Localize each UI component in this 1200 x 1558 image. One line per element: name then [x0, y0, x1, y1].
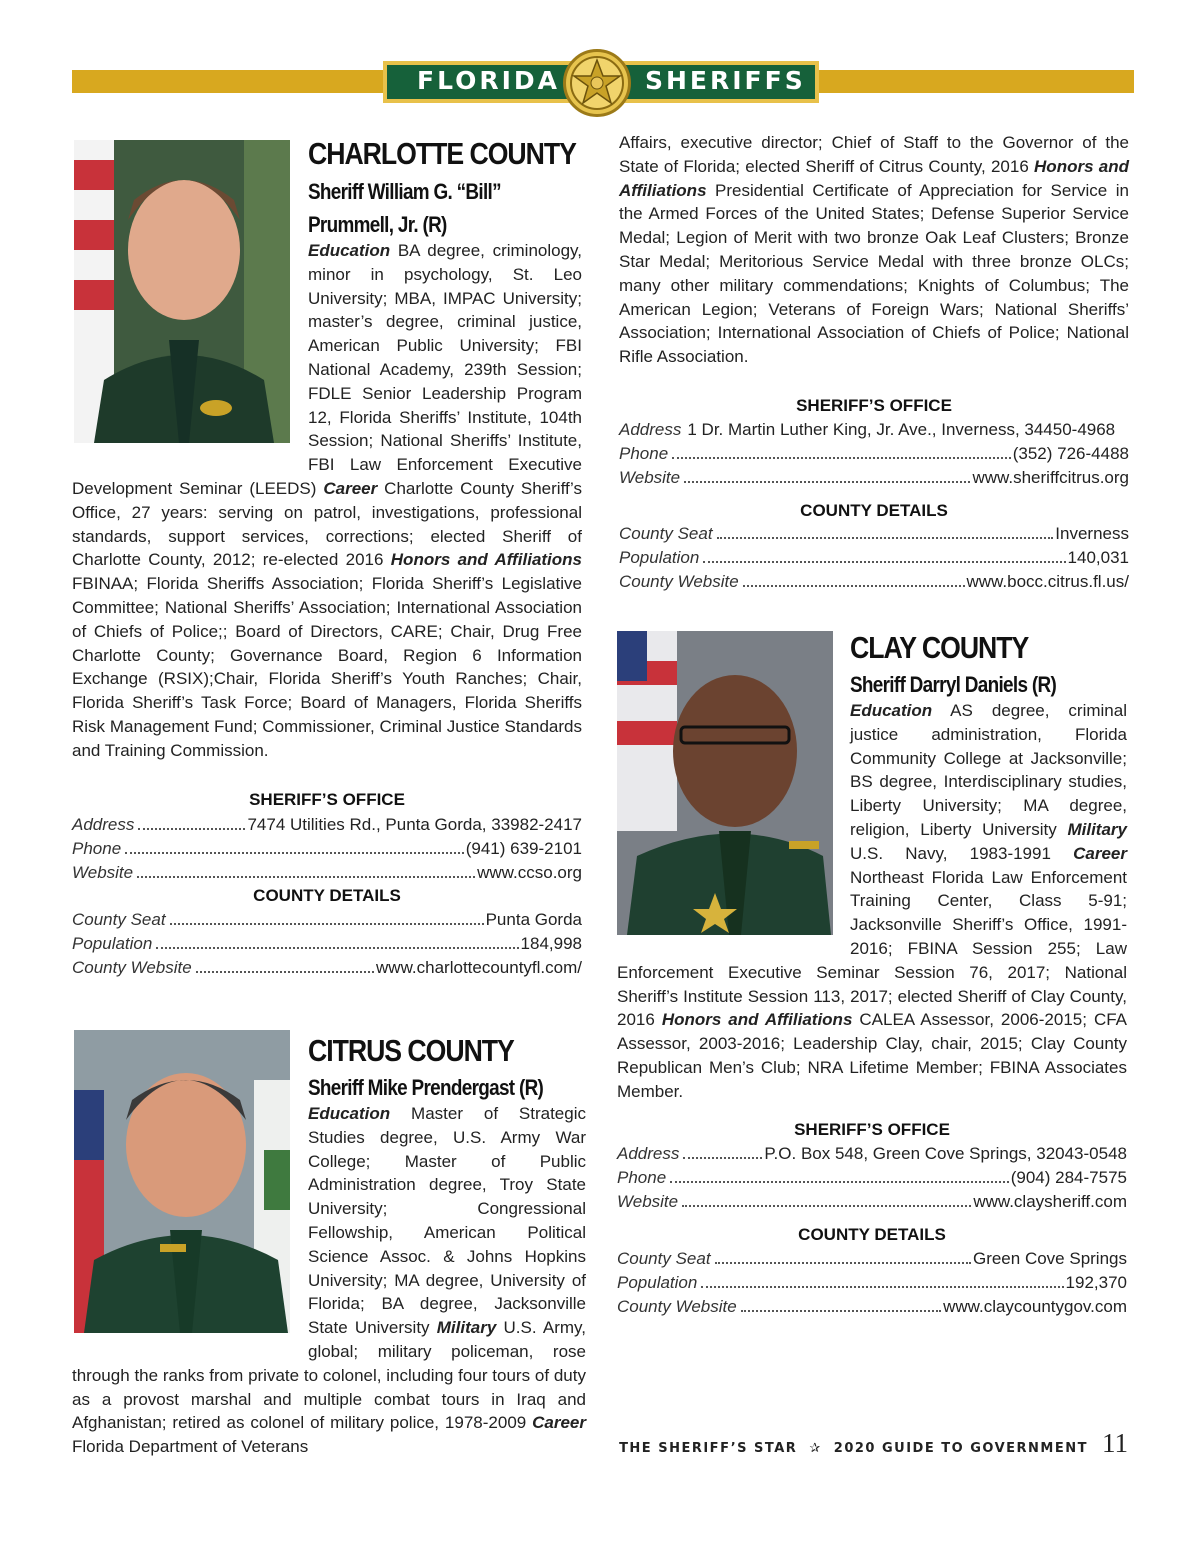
clay-phone-row: Phone (904) 284-7575	[617, 1168, 1127, 1187]
footer-guide: 2020 GUIDE TO GOVERNMENT	[833, 1441, 1088, 1456]
citrus-county-website-row: County Website www.bocc.citrus.fl.us/	[619, 572, 1129, 591]
header-title-right: SHERIFFS	[645, 66, 806, 95]
clay-details-title: COUNTY DETAILS	[798, 1225, 946, 1244]
citrus-office-title: SHERIFF’S OFFICE	[796, 396, 952, 415]
charlotte-phone-row: Phone (941) 639-2101	[72, 839, 582, 858]
clay-county-website-row: County Website www.claycountygov.com	[617, 1297, 1127, 1316]
clay-office-title: SHERIFF’S OFFICE	[794, 1120, 950, 1139]
clay-sheriff-name: Sheriff Darryl Daniels (R)	[850, 672, 1057, 697]
citrus-bio: Education Master of Strategic Studies degree, U.S. Army War College; Master of Public Administration degree, Troy State University; Congressional Fellowship, American Political Science Assoc. & Johns Hopkins University; MA degree, University of Florida; BA degree, Jacksonville State University Military U.S. Army, global; military policeman, rose through the ranks from private to colonel, including four tours of duty as a provost marshal and multiple combat tours in Iraq and Afghanistan; retired as colonel of military police, 1978-2009 Career Florida Department of Veterans	[72, 1104, 586, 1457]
citrus-bio-continued: Affairs, executive director; Chief of Staff to the Governor of the State of Florida; elected Sheriff of Citrus County, 2016 Honors and Affiliations Presidential Certificate of Appreciation for Service in the Armed Forces of the United States; Defense Superior Service Medal; Legion of Merit with two bronze Oak Leaf Clusters; Bronze Star Medal; Meritorious Service Medal with three bronze OLCs; many other military commendations; Knights of Columbus; The American Legion; Veterans of Foreign Wars; National Sheriffs’ Association; International Association of Chiefs of Police; National Rifle Association.	[619, 133, 1129, 367]
citrus-website-row: Website www.sheriffcitrus.org	[619, 468, 1129, 487]
clay-address-row: Address P.O. Box 548, Green Cove Springs, 32043-0548	[617, 1144, 1127, 1163]
charlotte-address-row: Address 7474 Utilities Rd., Punta Gorda, 33982-2417	[72, 815, 582, 834]
charlotte-office-title: SHERIFF’S OFFICE	[249, 790, 405, 809]
charlotte-county-heading: CHARLOTTE COUNTY	[308, 136, 576, 171]
charlotte-county-website-row: County Website www.charlottecountyfl.com/	[72, 958, 582, 977]
citrus-phone-row: Phone (352) 726-4488	[619, 444, 1129, 463]
citrus-county-heading: CITRUS COUNTY	[308, 1033, 514, 1068]
footer-star-icon: ✰	[809, 1441, 822, 1456]
clay-website-row: Website www.claysheriff.com	[617, 1192, 1127, 1211]
sheriff-star-icon	[563, 49, 631, 117]
citrus-details-title: COUNTY DETAILS	[800, 501, 948, 520]
citrus-seat-row: County Seat Inverness	[619, 524, 1129, 543]
clay-seat-row: County Seat Green Cove Springs	[617, 1249, 1127, 1268]
header-title-left: FLORIDA	[417, 66, 561, 95]
page-number: 11	[1102, 1428, 1128, 1458]
charlotte-sheriff-name-line1: Sheriff William G. “Bill”	[308, 179, 501, 204]
citrus-address-row: Address 1 Dr. Martin Luther King, Jr. Ave., Inverness, 34450-4968	[619, 420, 1116, 439]
citrus-population-row: Population 140,031	[619, 548, 1129, 567]
charlotte-population-row: Population 184,998	[72, 934, 582, 953]
clay-population-row: Population 192,370	[617, 1273, 1127, 1292]
charlotte-details-title: COUNTY DETAILS	[253, 886, 401, 905]
charlotte-seat-row: County Seat Punta Gorda	[72, 910, 582, 929]
clay-bio: Education AS degree, criminal justice administration, Florida Community College at Jacksonville; BS degree, Interdisciplinary studies, Liberty University; MA degree, religion, Liberty University Military U.S. Navy, 1983-1991 Career Northeast Florida Law Enforcement Training Center, Class 5-91; Jacksonville Sheriff’s Office, 1991-2016; FBINA Session 255; Law Enforcement Executive Seminar Session 76, 2017; National Sheriff’s Institute Session 113, 2017; elected Sheriff of Clay County, 2016 Honors and Affiliations CALEA Assessor, 2006-2015; CFA Assessor, 2003-2016; Leadership Clay, chair, 2015; Clay County Republican Men’s Club; NRA Lifetime Member; FBINA Associates Member.	[617, 701, 1128, 1101]
charlotte-sheriff-name-line2: Prummell, Jr. (R)	[308, 212, 447, 237]
page-footer	[619, 1428, 1128, 1459]
clay-county-heading: CLAY COUNTY	[850, 630, 1029, 665]
citrus-sheriff-name: Sheriff Mike Prendergast (R)	[308, 1075, 544, 1100]
footer-publication: THE SHERIFF’S STAR	[619, 1441, 798, 1456]
charlotte-bio: Education BA degree, criminology, minor in psychology, St. Leo University; MBA, IMPAC University; master’s degree, criminal justice, American Public University; FBI National Academy, 239th Session; FDLE Senior Leadership Program 12, Florida Sheriffs’ Institute, 104th Session; National Sheriffs’ Institute, FBI Law Enforcement Executive Development Seminar (LEEDS) Career Charlotte County Sheriff’s Office, 27 years: serving on patrol, investigations, professional standards, support services, corrections; elected Sheriff of Charlotte County, 2012; re-elected 2016 Honors and Affiliations FBINAA; Florida Sheriffs Association; Florida Sheriff’s Legislative Committee; National Sheriffs’ Association; International Association of Chiefs of Police;; Board of Directors, CARE; Chair, Drug Free Charlotte County; Governance Board, Region 6 Information Exchange (RSIX);Chair, Florida Sheriff’s Youth Ranches; Chair, Florida Sheriff’s Task Force; Board of Managers, Florida Sheriffs Risk Management Fund; Commissioner, Criminal Justice Standards and Training Commission.	[72, 241, 582, 760]
charlotte-website-row: Website www.ccso.org	[72, 863, 582, 882]
